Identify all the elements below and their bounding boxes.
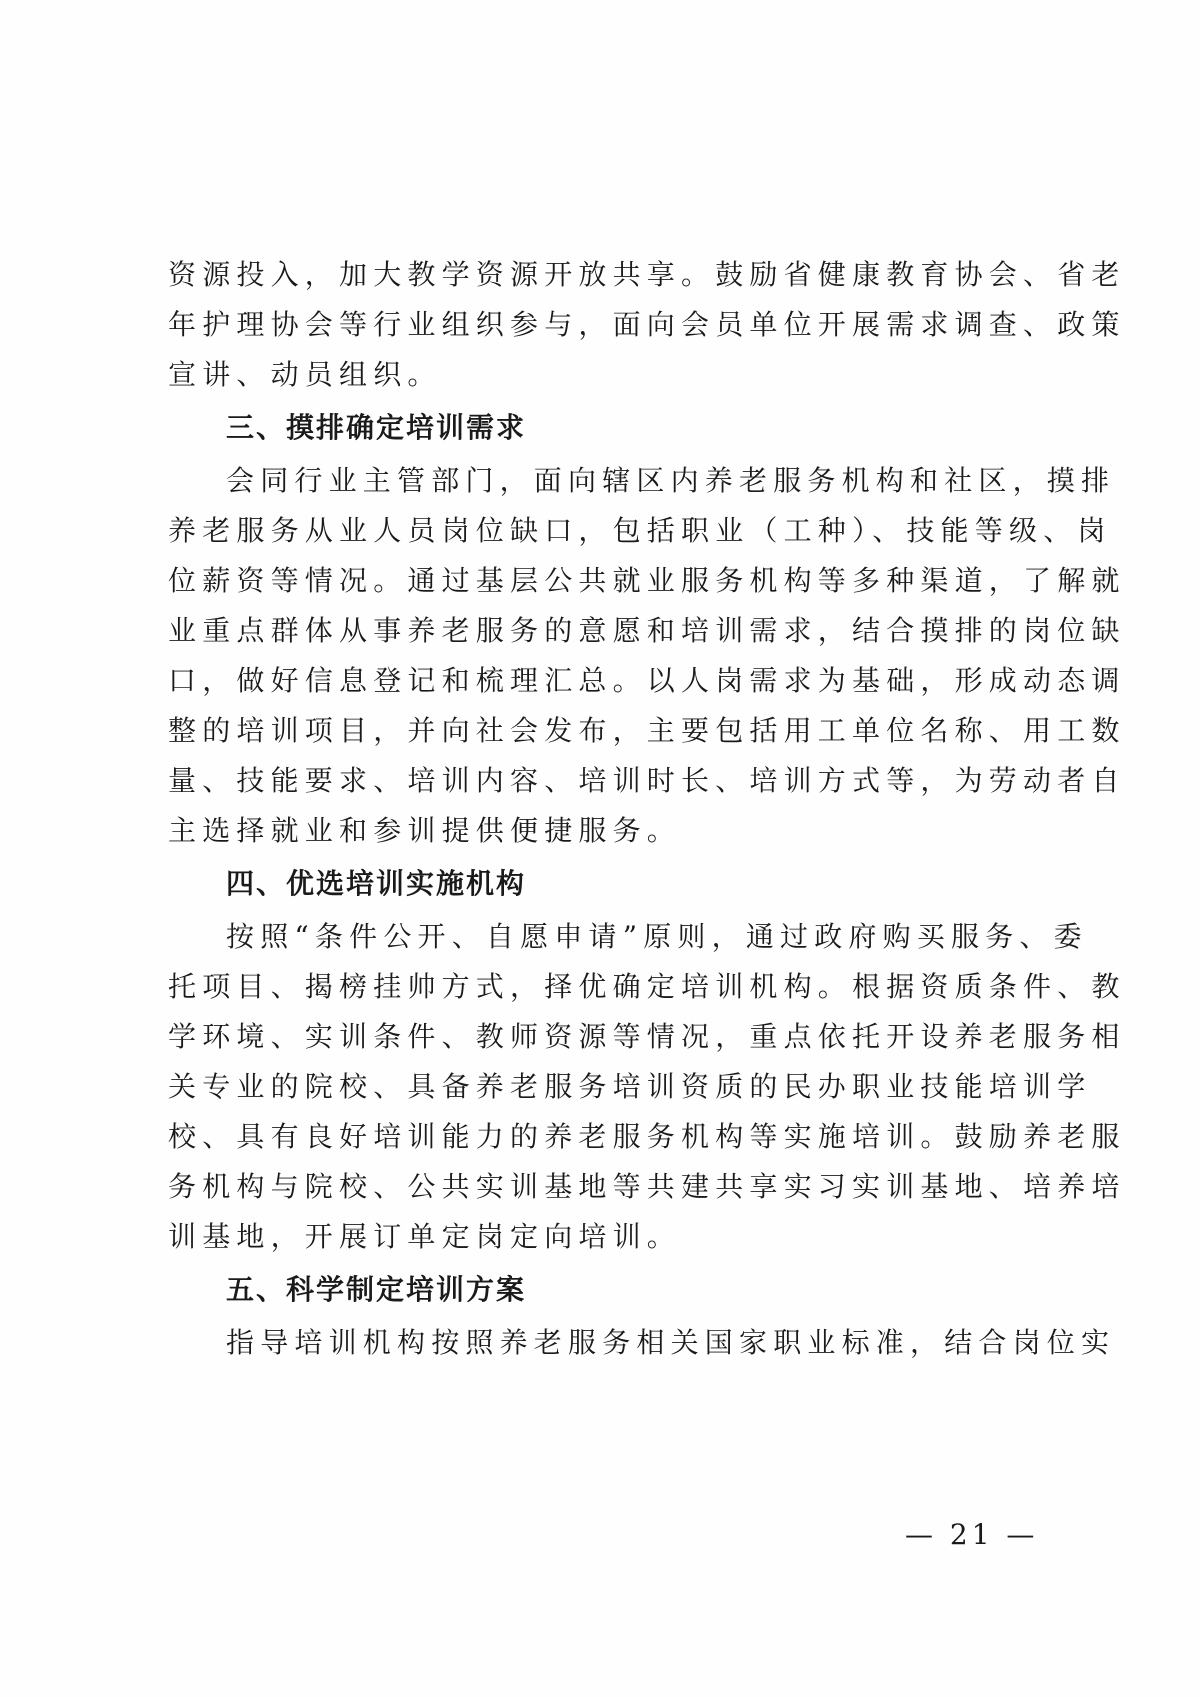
text-line: 学环境、实训条件、教师资源等情况，重点依托开设养老服务相 [168,1020,1126,1053]
section-heading-5 [168,1265,1024,1315]
page-number: — 21 — [905,1518,1039,1551]
text-line: 主选择就业和参训提供便捷服务。 [168,814,682,847]
text-line: 校、具有良好培训能力的养老服务机构等实施培训。鼓励养老服 [168,1120,1126,1153]
text-line: 整的培训项目，并向社会发布，主要包括用工单位名称、用工数 [168,714,1126,747]
section-heading-4 [168,859,1024,909]
paragraph-resource-sharing [168,250,1126,400]
heading-text: 四、优选培训实施机构 [226,867,527,900]
text-line: 年护理协会等行业组织参与，面向会员单位开展需求调查、政策 [168,308,1126,341]
text-line: 业重点群体从事养老服务的意愿和培训需求，结合摸排的岗位缺 [168,614,1126,647]
heading-text: 五、科学制定培训方案 [226,1273,527,1306]
document-body [168,250,1126,1370]
text-line: 位薪资等情况。通过基层公共就业服务机构等多种渠道，了解就 [168,564,1126,597]
text-line: 宣讲、动员组织。 [168,358,442,391]
text-line: 会同行业主管部门，面向辖区内养老服务机构和社区，摸排 [226,464,1116,497]
text-line: 按照“条件公开、自愿申请”原则，通过政府购买服务、委 [226,920,1088,953]
heading-text: 三、摸排确定培训需求 [226,411,527,444]
text-line: 务机构与院校、公共实训基地等共建共享实习实训基地、培养培 [168,1170,1126,1203]
paragraph-training-institutions [168,912,1126,1262]
text-line: 托项目、揭榜挂帅方式，择优确定培训机构。根据资质条件、教 [168,970,1126,1003]
text-line: 量、技能要求、培训内容、培训时长、培训方式等，为劳动者自 [168,764,1126,797]
section-heading-3 [168,403,1024,453]
text-line: 资源投入，加大教学资源开放共享。鼓励省健康教育协会、省老 [168,258,1126,291]
paragraph-training-plan [168,1318,1116,1368]
paragraph-training-needs [168,456,1126,856]
text-line: 训基地，开展订单定岗定向培训。 [168,1220,682,1253]
text-line: 口，做好信息登记和梳理汇总。以人岗需求为基础，形成动态调 [168,664,1126,697]
text-line: 关专业的院校、具备养老服务培训资质的民办职业技能培训学 [168,1070,1092,1103]
text-line: 指导培训机构按照养老服务相关国家职业标准，结合岗位实 [226,1326,1116,1359]
text-line: 养老服务从业人员岗位缺口，包括职业（工种）、技能等级、岗 [168,514,1112,547]
